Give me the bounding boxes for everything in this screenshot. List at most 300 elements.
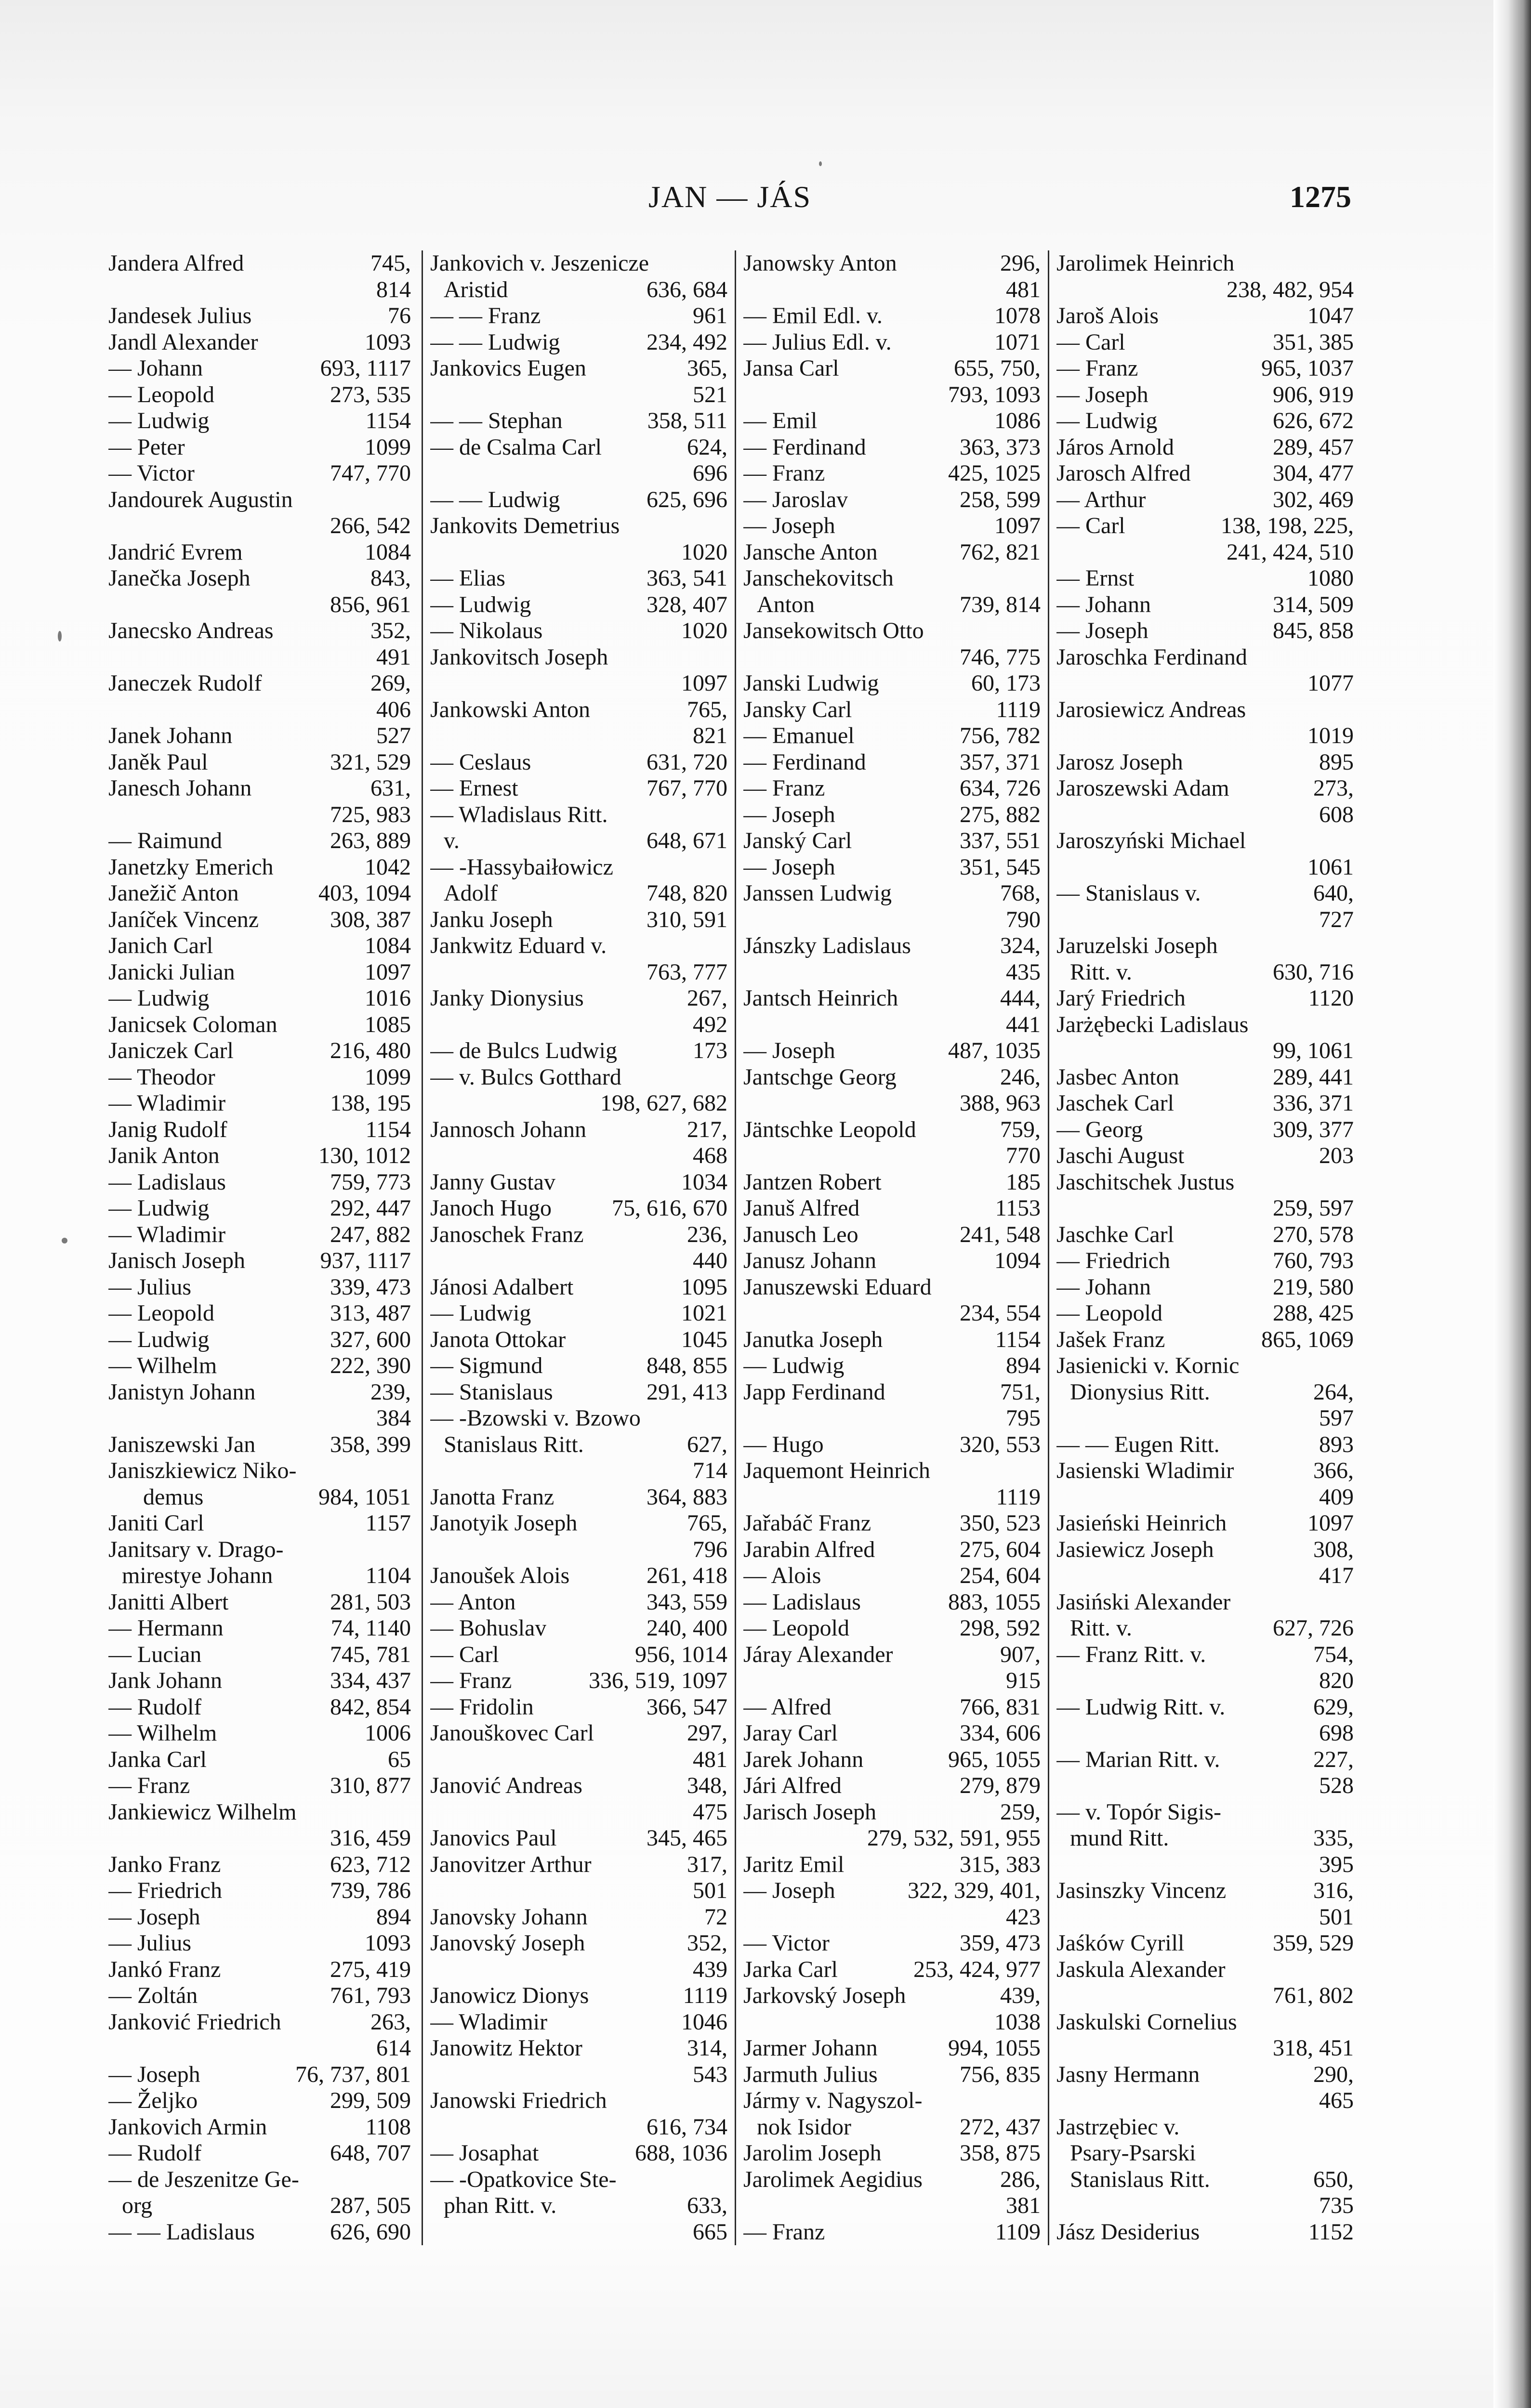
index-entry <box>1056 1720 1354 1747</box>
entry-page-refs: 693, 1117 <box>320 355 411 381</box>
entry-page-refs: 259, 597 <box>1273 1195 1354 1221</box>
entry-name: Jaskulski Cornelius <box>1056 2009 1237 2035</box>
entry-page-refs: 688, 1036 <box>635 2140 727 2166</box>
index-entry <box>108 1720 411 1747</box>
entry-page-refs <box>723 644 727 671</box>
index-entry <box>743 565 1041 592</box>
entry-page-refs <box>1349 2140 1354 2167</box>
index-entry <box>743 644 1041 671</box>
index-entry <box>108 1799 411 1826</box>
index-entry <box>430 1327 727 1353</box>
entry-page-refs: 364, 883 <box>647 1484 727 1510</box>
page-edge-shadow <box>1493 0 1531 2408</box>
index-entry <box>1056 1537 1354 1563</box>
entry-page-refs <box>723 513 727 539</box>
index-entry <box>1056 1799 1354 1826</box>
index-entry <box>1056 434 1354 461</box>
entry-page-refs: 1084 <box>365 933 411 958</box>
index-entry <box>1056 697 1354 723</box>
entry-name: — Joseph <box>743 854 835 880</box>
index-entry <box>743 1799 1041 1826</box>
entry-name: — Ludwig <box>743 1353 845 1378</box>
entry-page-refs: 1084 <box>365 539 411 565</box>
entry-page-refs: 441 <box>1006 1011 1041 1037</box>
index-entry <box>743 1222 1041 1248</box>
entry-page-refs: 76, 737, 801 <box>295 2061 411 2087</box>
entry-name: Jarabin Alfred <box>743 1536 875 1562</box>
index-entry <box>1056 1747 1354 1773</box>
entry-page-refs: 1019 <box>1307 723 1354 748</box>
entry-page-refs: 1099 <box>365 434 411 460</box>
entry-name: — v. Topór Sigis- <box>1056 1799 1221 1825</box>
entry-page-refs <box>723 802 727 828</box>
index-entry <box>743 1615 1041 1642</box>
entry-page-refs <box>723 933 727 959</box>
entry-page-refs: 324, <box>1000 933 1041 958</box>
entry-page-refs: 266, 542 <box>330 513 411 538</box>
entry-page-refs: 761, 802 <box>1273 1983 1354 2008</box>
index-entry <box>1056 749 1354 776</box>
entry-name: Janěk Paul <box>108 749 208 775</box>
entry-page-refs: 631, 720 <box>647 749 727 775</box>
entry-page-refs: 363, 373 <box>960 434 1041 460</box>
entry-name: Jannosch Johann <box>430 1116 586 1142</box>
entry-page-refs: 254, 604 <box>960 1563 1041 1588</box>
entry-name: Janka Carl <box>108 1746 207 1772</box>
entry-page-refs: 227, <box>1313 1746 1354 1772</box>
entry-page-refs <box>723 1405 727 1432</box>
index-entry <box>430 854 727 881</box>
index-entry <box>743 618 1041 644</box>
entry-page-refs: 842, 854 <box>330 1694 411 1720</box>
entry-page-refs: 1099 <box>365 1064 411 1090</box>
index-entry <box>1056 1169 1354 1196</box>
entry-name: Janko Franz <box>108 1851 221 1877</box>
entry-page-refs: 314, <box>687 2035 727 2061</box>
entry-name: — Franz <box>430 1668 512 1693</box>
entry-page-refs: 748, 820 <box>647 880 727 906</box>
entry-page-refs: 754, <box>1313 1641 1354 1667</box>
entry-name: — Victor <box>108 460 195 486</box>
entry-name: — v. Bulcs Gotthard <box>430 1064 621 1090</box>
entry-name: — Rudolf <box>108 2140 202 2166</box>
entry-page-refs: 766, 831 <box>960 1694 1041 1720</box>
entry-name: Jaroszyński Michael <box>1056 828 1246 853</box>
entry-name: — — Stephan <box>430 408 563 433</box>
entry-page-refs: 130, 1012 <box>318 1143 411 1168</box>
entry-page-refs: 328, 407 <box>647 591 727 617</box>
index-entry <box>430 277 727 303</box>
entry-page-refs: 759, <box>1000 1116 1041 1142</box>
index-entry <box>430 828 727 854</box>
index-entry <box>743 854 1041 881</box>
entry-name: — Joseph <box>743 801 835 827</box>
entry-name: Jaroschka Ferdinand <box>1056 644 1247 670</box>
entry-page-refs <box>1349 1353 1354 1379</box>
entry-name: — Zoltán <box>108 1983 198 2008</box>
entry-page-refs: 627, <box>687 1431 727 1457</box>
entry-page-refs: 241, 424, 510 <box>1227 539 1354 565</box>
index-entry <box>1056 1615 1354 1642</box>
index-entry <box>430 355 727 382</box>
entry-name: Jandera Alfred <box>108 250 244 276</box>
index-entry <box>1056 1563 1354 1589</box>
index-entry <box>430 1878 727 1904</box>
entry-page-refs: 625, 696 <box>647 486 727 512</box>
entry-name: — Carl <box>1056 513 1125 538</box>
entry-name: Járay Alexander <box>743 1641 893 1667</box>
entry-name: — Joseph <box>743 1878 835 1903</box>
entry-page-refs: 1154 <box>995 1326 1041 1352</box>
entry-name: — Leopold <box>108 381 214 407</box>
index-entry <box>430 2009 727 2036</box>
entry-page-refs <box>406 1537 411 1563</box>
index-entry <box>743 539 1041 566</box>
entry-name: Jankovits Demetrius <box>430 513 620 538</box>
entry-page-refs: 790 <box>1006 906 1041 932</box>
entry-page-refs: 1095 <box>681 1274 727 1300</box>
index-entry <box>108 1117 411 1143</box>
index-entry <box>430 723 727 749</box>
entry-name: v. <box>444 828 460 853</box>
entry-page-refs <box>1349 2009 1354 2036</box>
index-entry <box>743 1012 1041 1038</box>
entry-name: Jastrzębiec v. <box>1056 2114 1180 2140</box>
entry-name: Jármy v. Nagyszol- <box>743 2088 923 2113</box>
index-entry <box>743 1878 1041 1904</box>
entry-name: Janowsky Anton <box>743 250 897 276</box>
entry-name: — — Ladislaus <box>108 2219 255 2245</box>
entry-name: Dionysius Ritt. <box>1070 1379 1210 1405</box>
index-entry <box>108 1432 411 1458</box>
entry-page-refs: 1152 <box>1308 2219 1354 2245</box>
entry-page-refs: 275, 419 <box>330 1956 411 1982</box>
index-entry <box>743 2167 1041 2193</box>
page-header <box>108 179 1351 222</box>
index-entry <box>108 644 411 671</box>
entry-page-refs: 627, 726 <box>1273 1615 1354 1641</box>
entry-name: — Ludwig <box>108 1195 210 1221</box>
entry-page-refs: 348, <box>687 1773 727 1798</box>
index-entry <box>430 1563 727 1589</box>
entry-page-refs: 614 <box>376 2035 411 2061</box>
index-entry <box>430 1773 727 1799</box>
entry-name: Jařabáč Franz <box>743 1510 871 1536</box>
index-entry <box>743 2193 1041 2219</box>
entry-name: Adolf <box>444 880 498 906</box>
entry-page-refs: 234, 492 <box>647 329 727 355</box>
index-entry <box>108 618 411 644</box>
entry-name: Janota Ottokar <box>430 1326 566 1352</box>
entry-page-refs: 907, <box>1000 1641 1041 1667</box>
index-entry <box>430 985 727 1012</box>
entry-page-refs: 468 <box>693 1143 727 1168</box>
index-entry <box>108 1484 411 1511</box>
index-column-2 <box>422 250 735 2245</box>
entry-page-refs: 481 <box>693 1746 727 1772</box>
index-entry <box>108 1930 411 1957</box>
index-entry <box>1056 277 1354 303</box>
entry-page-refs: 1120 <box>1308 985 1354 1011</box>
index-entry <box>743 382 1041 408</box>
entry-name: Stanislaus Ritt. <box>444 1431 584 1457</box>
index-entry <box>430 1169 727 1196</box>
index-entry <box>743 2088 1041 2114</box>
index-entry <box>743 828 1041 854</box>
entry-name: — Carl <box>1056 329 1125 355</box>
index-entry <box>108 1615 411 1642</box>
entry-name: Janssen Ludwig <box>743 880 892 906</box>
entry-page-refs: 298, 592 <box>960 1615 1041 1641</box>
entry-name: — Franz Ritt. v. <box>1056 1641 1206 1667</box>
index-entry <box>108 985 411 1012</box>
entry-page-refs: 304, 477 <box>1273 460 1354 486</box>
entry-page-refs: 739, 814 <box>960 591 1041 617</box>
index-entry <box>108 1694 411 1721</box>
entry-name: Jasny Hermann <box>1056 2061 1200 2087</box>
entry-page-refs: 762, 821 <box>960 539 1041 565</box>
entry-name: Jaschke Carl <box>1056 1221 1174 1247</box>
index-entry <box>108 670 411 697</box>
entry-page-refs: 337, 551 <box>960 828 1041 853</box>
entry-page-refs: 626, 690 <box>330 2219 411 2245</box>
entry-name: Jandl Alexander <box>108 329 258 355</box>
entry-page-refs: 302, 469 <box>1273 486 1354 512</box>
entry-name: — -Opatkovice Ste- <box>430 2166 617 2192</box>
index-entry <box>430 1274 727 1301</box>
index-entry <box>1056 592 1354 618</box>
entry-page-refs: 739, 786 <box>330 1878 411 1903</box>
index-entry <box>430 644 727 671</box>
entry-name: Janiszewski Jan <box>108 1431 256 1457</box>
index-entry <box>1056 1668 1354 1694</box>
entry-page-refs: 1094 <box>994 1248 1041 1273</box>
entry-page-refs <box>723 250 727 277</box>
index-entry <box>108 487 411 513</box>
index-entry <box>108 408 411 434</box>
entry-page-refs <box>1349 1589 1354 1616</box>
entry-page-refs: 1086 <box>994 408 1041 433</box>
entry-page-refs <box>1036 618 1041 644</box>
index-entry <box>1056 2193 1354 2219</box>
index-entry <box>1056 1117 1354 1143</box>
entry-name: — Johann <box>108 355 203 381</box>
entry-page-refs: 358, 511 <box>647 408 727 433</box>
entry-page-refs: 317, <box>687 1851 727 1877</box>
entry-name: Janíček Vincenz <box>108 906 259 932</box>
index-entry <box>1056 1904 1354 1931</box>
index-entry <box>1056 382 1354 408</box>
entry-name: demus <box>143 1484 204 1510</box>
index-entry <box>743 670 1041 697</box>
index-entry <box>743 329 1041 356</box>
index-entry <box>743 1720 1041 1747</box>
index-entry <box>1056 775 1354 802</box>
index-entry <box>108 1038 411 1064</box>
entry-name: Januš Alfred <box>743 1195 860 1221</box>
entry-page-refs: 1085 <box>365 1011 411 1037</box>
index-entry <box>743 408 1041 434</box>
entry-page-refs: 310, 591 <box>647 906 727 932</box>
entry-page-refs: 527 <box>376 723 411 748</box>
index-entry <box>430 592 727 618</box>
index-entry <box>743 2140 1041 2167</box>
index-entry <box>743 1825 1041 1852</box>
index-entry <box>1056 513 1354 539</box>
index-entry <box>1056 1300 1354 1327</box>
entry-name: Janecsko Andreas <box>108 618 274 643</box>
entry-name: Janisch Joseph <box>108 1248 245 1273</box>
entry-name: Janusch Leo <box>743 1221 858 1247</box>
entry-name: Jarolimek Heinrich <box>1056 250 1235 276</box>
entry-page-refs: 350, 523 <box>960 1510 1041 1536</box>
index-entry <box>430 1537 727 1563</box>
entry-name: Jantzen Robert <box>743 1169 882 1195</box>
entry-page-refs: 597 <box>1319 1405 1354 1431</box>
index-entry <box>108 1353 411 1379</box>
index-entry <box>743 1195 1041 1222</box>
index-entry <box>430 408 727 434</box>
entry-name: Janečka Joseph <box>108 565 251 591</box>
index-entry <box>430 1143 727 1169</box>
entry-name: Jank Johann <box>108 1668 222 1693</box>
entry-name: — Lucian <box>108 1641 202 1667</box>
entry-name: Janoušek Alois <box>430 1563 570 1588</box>
entry-name: — Johann <box>1056 591 1151 617</box>
entry-page-refs: 865, 1069 <box>1261 1326 1354 1352</box>
index-entry <box>430 1694 727 1721</box>
index-entry <box>430 513 727 539</box>
entry-name: Jaroš Alois <box>1056 303 1159 328</box>
scan-speck <box>62 1238 67 1243</box>
entry-name: nok Isidor <box>757 2114 851 2140</box>
index-entry <box>108 1248 411 1274</box>
entry-name: — — Franz <box>430 303 541 328</box>
entry-name: Janschekovitsch <box>743 565 894 591</box>
index-entry <box>1056 1064 1354 1091</box>
index-entry <box>430 329 727 356</box>
entry-page-refs: 138, 195 <box>330 1090 411 1116</box>
entry-name: Janiti Carl <box>108 1510 204 1536</box>
entry-name: — Hugo <box>743 1431 824 1457</box>
entry-page-refs: 795 <box>1006 1405 1041 1431</box>
entry-page-refs: 417 <box>1319 1563 1354 1588</box>
index-entry <box>1056 1589 1354 1616</box>
entry-page-refs <box>1349 250 1354 277</box>
entry-name: — Emil <box>743 408 818 433</box>
entry-page-refs: 856, 961 <box>330 591 411 617</box>
entry-page-refs: 314, 509 <box>1273 591 1354 617</box>
index-entry <box>1056 2219 1354 2246</box>
entry-name: Janowitz Hektor <box>430 2035 582 2061</box>
entry-page-refs: 915 <box>1006 1668 1041 1693</box>
entry-name: — Ludwig <box>430 591 531 617</box>
entry-page-refs: 698 <box>1319 1720 1354 1746</box>
index-entry <box>108 802 411 828</box>
index-entry <box>743 985 1041 1012</box>
index-entry <box>430 2219 727 2246</box>
index-entry <box>108 1222 411 1248</box>
entry-name: — Franz <box>108 1773 190 1798</box>
entry-name: — Julius <box>108 1930 192 1956</box>
entry-page-refs: 236, <box>687 1221 727 1247</box>
entry-page-refs: 650, <box>1313 2166 1354 2192</box>
entry-page-refs <box>1349 2114 1354 2141</box>
entry-page-refs: 648, 707 <box>330 2140 411 2166</box>
entry-name: — Wladimir <box>108 1090 226 1116</box>
entry-name: — Nikolaus <box>430 618 543 643</box>
entry-name: — Marian Ritt. v. <box>1056 1746 1220 1772</box>
index-entry <box>430 1930 727 1957</box>
entry-page-refs: 745, <box>370 250 411 276</box>
entry-name: Janitsary v. Drago- <box>108 1536 284 1562</box>
index-entry <box>743 2114 1041 2141</box>
entry-page-refs: 1109 <box>995 2219 1041 2245</box>
entry-page-refs: 633, <box>687 2193 727 2218</box>
index-entry <box>430 1038 727 1064</box>
entry-name: Jarosz Joseph <box>1056 749 1183 775</box>
entry-page-refs: 1157 <box>365 1510 411 1536</box>
index-entry <box>1056 539 1354 566</box>
index-entry <box>1056 250 1354 277</box>
index-entry <box>743 487 1041 513</box>
entry-page-refs: 359, 529 <box>1273 1930 1354 1956</box>
entry-name: Jankovich Armin <box>108 2114 267 2140</box>
index-entry <box>743 592 1041 618</box>
entry-name: Janich Carl <box>108 933 213 958</box>
index-entry <box>430 1405 727 1432</box>
index-entry <box>430 1222 727 1248</box>
entry-page-refs: 240, 400 <box>647 1615 727 1641</box>
entry-page-refs: 1097 <box>1307 1510 1354 1536</box>
index-entry <box>743 1773 1041 1799</box>
index-entry <box>430 539 727 566</box>
entry-page-refs: 395 <box>1319 1851 1354 1877</box>
index-entry <box>430 1720 727 1747</box>
entry-page-refs: 287, 505 <box>330 2193 411 2218</box>
entry-page-refs: 351, 545 <box>960 854 1041 880</box>
entry-page-refs: 60, 173 <box>971 670 1041 696</box>
index-entry <box>108 1143 411 1169</box>
entry-name: Jasienicki v. Kornic <box>1056 1353 1240 1378</box>
index-entry <box>1056 460 1354 487</box>
entry-page-refs: 735 <box>1319 2193 1354 2218</box>
entry-name: — Bohuslav <box>430 1615 547 1641</box>
entry-page-refs: 247, 882 <box>330 1221 411 1247</box>
entry-page-refs: 270, 578 <box>1273 1221 1354 1247</box>
entry-name: Janicsek Coloman <box>108 1011 277 1037</box>
entry-name: mund Ritt. <box>1070 1825 1169 1851</box>
index-entry <box>1056 2167 1354 2193</box>
entry-page-refs <box>723 2167 727 2193</box>
entry-page-refs: 1034 <box>681 1169 727 1195</box>
entry-page-refs: 290, <box>1313 2061 1354 2087</box>
entry-page-refs: 316, 459 <box>330 1825 411 1851</box>
entry-page-refs: 273, <box>1313 775 1354 801</box>
entry-name: — Ladislaus <box>743 1589 861 1615</box>
entry-page-refs: 793, 1093 <box>948 381 1041 407</box>
page-number: 1275 <box>1290 180 1351 214</box>
entry-page-refs: 629, <box>1313 1694 1354 1720</box>
index-entry <box>1056 2009 1354 2036</box>
index-entry <box>743 1274 1041 1301</box>
index-entry <box>108 355 411 382</box>
index-entry <box>108 697 411 723</box>
entry-name: Janovsky Johann <box>430 1904 588 1930</box>
index-entry <box>430 959 727 986</box>
index-entry <box>743 2009 1041 2036</box>
entry-name: Janouškovec Carl <box>430 1720 594 1746</box>
